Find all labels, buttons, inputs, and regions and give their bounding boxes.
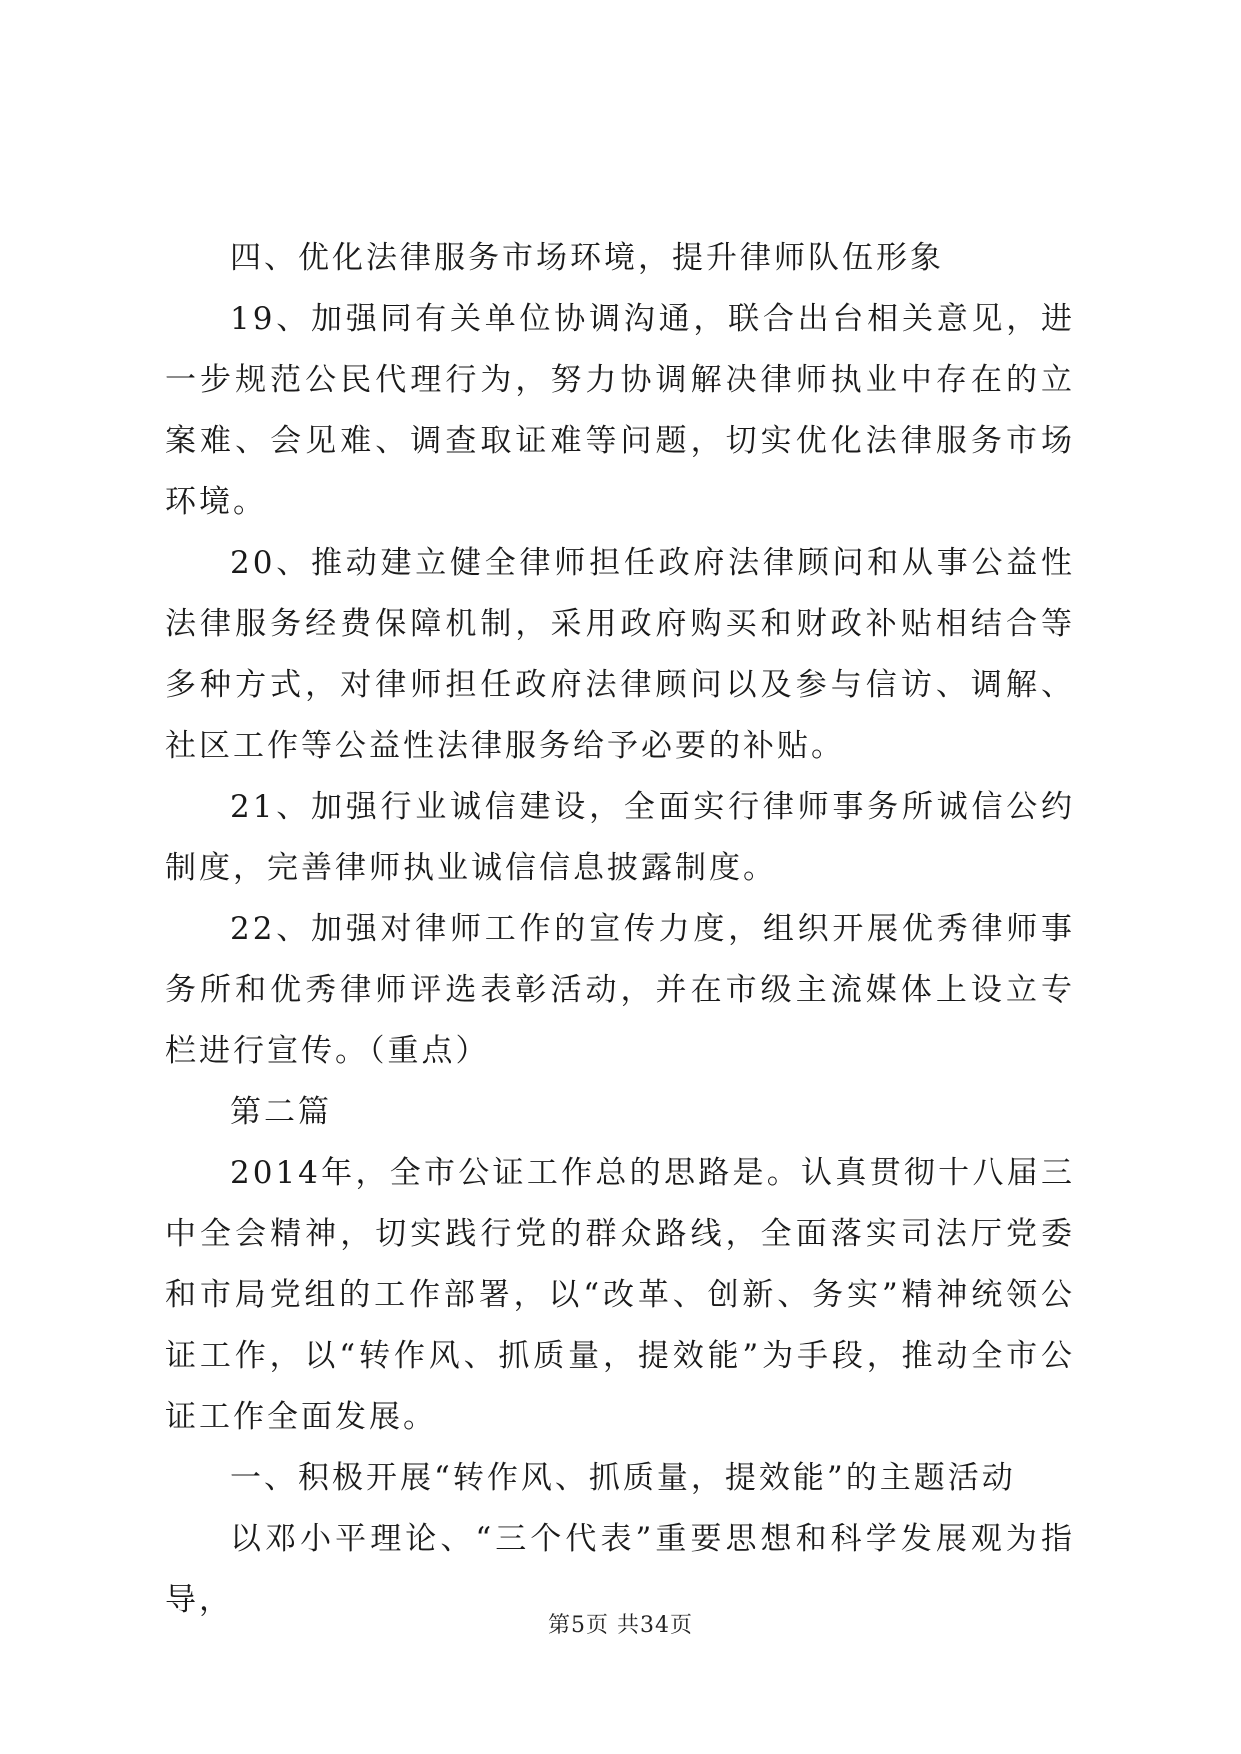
paragraph-item-22: 22、加强对律师工作的宣传力度，组织开展优秀律师事务所和优秀律师评选表彰活动，并在市级主流媒体上设立专栏进行宣传。（重点） [165,911,1075,1069]
chapter-heading: 第二篇 [230,1094,332,1130]
paragraph-item-21: 21、加强行业诚信建设，全面实行律师事务所诚信公约制度，完善律师执业诚信信息披露制度。 [165,789,1075,886]
body-text [165,228,1075,1631]
section-heading-one: 一、积极开展“转作风、抓质量，提效能”的主题活动 [230,1460,1016,1496]
section-heading-four: 四、优化法律服务市场环境，提升律师队伍形象 [230,240,944,276]
paragraph-2014-overview: 2014年，全市公证工作总的思路是。认真贯彻十八届三中全会精神，切实践行党的群众路线，全面落实司法厅党委和市局党组的工作部署，以“改革、创新、务实”精神统领公证工作，以“转作风、抓质量，提效能”为手段，推动全市公证工作全面发展。 [165,1155,1075,1435]
page-footer: 第5页 共34页 [548,1613,693,1638]
paragraph-item-20: 20、推动建立健全律师担任政府法律顾问和从事公益性法律服务经费保障机制，采用政府购买和财政补贴相结合等多种方式，对律师担任政府法律顾问以及参与信访、调解、社区工作等公益性法律服务给予必要的补贴。 [165,545,1075,764]
paragraph-guiding-thought: 以邓小平理论、“三个代表”重要思想和科学发展观为指导， [165,1521,1075,1618]
paragraph-item-19: 19、加强同有关单位协调沟通，联合出台相关意见，进一步规范公民代理行为，努力协调解决律师执业中存在的立案难、会见难、调查取证难等问题，切实优化法律服务市场环境。 [165,301,1075,520]
